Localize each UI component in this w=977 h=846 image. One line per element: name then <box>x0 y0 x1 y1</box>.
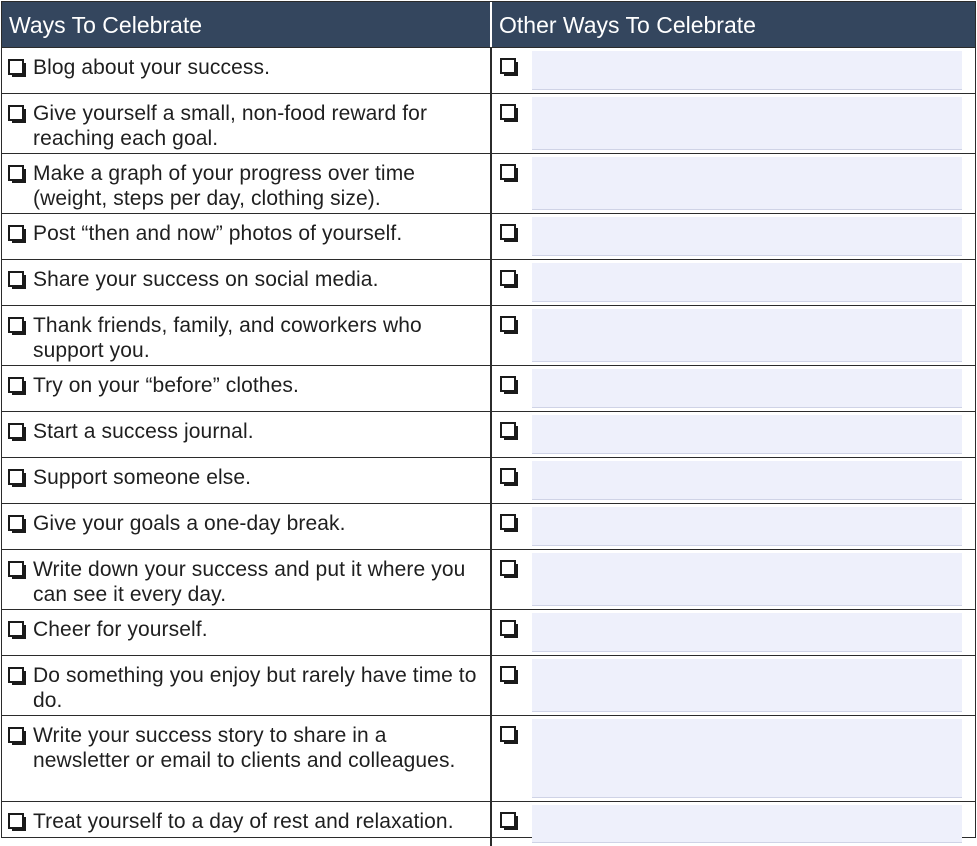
table-row <box>2 610 975 656</box>
other-ways-cell <box>492 610 975 655</box>
other-ways-cell <box>492 48 975 93</box>
checkbox-icon[interactable] <box>500 560 516 576</box>
table-row <box>2 306 975 366</box>
write-in-field[interactable] <box>532 507 962 546</box>
checkbox-icon[interactable] <box>8 59 24 75</box>
ways-cell <box>2 610 492 655</box>
checkbox-icon[interactable] <box>8 469 24 485</box>
checkbox-icon[interactable] <box>500 468 516 484</box>
checkbox-icon[interactable] <box>8 813 24 829</box>
table-row <box>2 154 975 214</box>
celebration-item-label: Make a graph of your progress over time (weight, steps per day, clothing size). <box>33 162 416 210</box>
header-ways-to-celebrate: Ways To Celebrate <box>2 2 492 47</box>
other-ways-cell <box>492 306 975 365</box>
checkbox-icon[interactable] <box>500 58 516 74</box>
checkbox-icon[interactable] <box>500 620 516 636</box>
checkbox-icon[interactable] <box>500 726 516 742</box>
write-in-field[interactable] <box>532 217 962 256</box>
checkbox-icon[interactable] <box>500 812 516 828</box>
other-ways-cell <box>492 94 975 153</box>
write-in-field[interactable] <box>532 263 962 302</box>
table-row <box>2 260 975 306</box>
celebration-item-label: Start a success journal. <box>33 420 254 443</box>
write-in-field[interactable] <box>532 51 962 90</box>
checkbox-icon[interactable] <box>500 270 516 286</box>
ways-cell <box>2 94 492 153</box>
other-ways-cell <box>492 154 975 213</box>
celebration-item-label: Cheer for yourself. <box>33 618 208 641</box>
table-row <box>2 366 975 412</box>
checkbox-icon[interactable] <box>500 316 516 332</box>
checkbox-icon[interactable] <box>8 377 24 393</box>
other-ways-cell <box>492 802 975 846</box>
other-ways-cell <box>492 366 975 411</box>
write-in-field[interactable] <box>532 553 962 606</box>
celebration-item-label: Give your goals a one-day break. <box>33 512 346 535</box>
ways-cell <box>2 48 492 93</box>
write-in-field[interactable] <box>532 719 962 798</box>
ways-cell <box>2 366 492 411</box>
table-row <box>2 48 975 94</box>
ways-cell <box>2 656 492 715</box>
other-ways-cell <box>492 716 975 801</box>
checkbox-icon[interactable] <box>500 104 516 120</box>
checkbox-icon[interactable] <box>8 105 24 121</box>
other-ways-cell <box>492 550 975 609</box>
table-row <box>2 214 975 260</box>
checkbox-icon[interactable] <box>8 667 24 683</box>
other-ways-cell <box>492 504 975 549</box>
checkbox-icon[interactable] <box>8 727 24 743</box>
checkbox-icon[interactable] <box>8 225 24 241</box>
header-other-ways-to-celebrate: Other Ways To Celebrate <box>499 12 756 38</box>
write-in-field[interactable] <box>532 415 962 454</box>
checkbox-icon[interactable] <box>500 164 516 180</box>
ways-cell <box>2 716 492 801</box>
ways-cell <box>2 154 492 213</box>
checkbox-icon[interactable] <box>500 422 516 438</box>
ways-cell <box>2 458 492 503</box>
celebration-item-label: Treat yourself to a day of rest and relaxation. <box>33 810 454 833</box>
write-in-field[interactable] <box>532 157 962 210</box>
other-ways-cell <box>492 458 975 503</box>
ways-cell <box>2 802 492 846</box>
ways-cell <box>2 504 492 549</box>
other-ways-cell <box>492 214 975 259</box>
checkbox-icon[interactable] <box>500 666 516 682</box>
other-ways-cell <box>492 656 975 715</box>
ways-cell <box>2 550 492 609</box>
celebration-item-label: Post “then and now” photos of yourself. <box>33 222 403 245</box>
table-row <box>2 656 975 716</box>
write-in-field[interactable] <box>532 97 962 150</box>
ways-cell <box>2 306 492 365</box>
celebration-item-label: Try on your “before” clothes. <box>33 374 299 397</box>
celebration-item-label: Give yourself a small, non-food reward for reaching each goal. <box>33 102 428 150</box>
table-row <box>2 716 975 802</box>
write-in-field[interactable] <box>532 369 962 408</box>
table-row <box>2 550 975 610</box>
checkbox-icon[interactable] <box>8 561 24 577</box>
table-header <box>2 2 975 48</box>
checkbox-icon[interactable] <box>8 423 24 439</box>
write-in-field[interactable] <box>532 461 962 500</box>
table-row <box>2 94 975 154</box>
table-row <box>2 458 975 504</box>
checkbox-icon[interactable] <box>500 376 516 392</box>
table-row <box>2 412 975 458</box>
celebration-item-label: Write down your success and put it where you can see it every day. <box>33 558 466 606</box>
table-body <box>2 48 975 846</box>
celebration-checklist-table <box>1 1 976 838</box>
other-ways-cell <box>492 412 975 457</box>
write-in-field[interactable] <box>532 805 962 843</box>
celebration-item-label: Write your success story to share in a newsletter or email to clients and colleagues. <box>33 724 456 772</box>
checkbox-icon[interactable] <box>8 165 24 181</box>
ways-cell <box>2 260 492 305</box>
other-ways-cell <box>492 260 975 305</box>
celebration-item-label: Blog about your success. <box>33 56 271 79</box>
checkbox-icon[interactable] <box>500 514 516 530</box>
table-row <box>2 504 975 550</box>
write-in-field[interactable] <box>532 309 962 362</box>
checkbox-icon[interactable] <box>8 515 24 531</box>
celebration-item-label: Do something you enjoy but rarely have time to do. <box>33 664 477 712</box>
celebration-item-label: Support someone else. <box>33 466 252 489</box>
table-row <box>2 802 975 846</box>
ways-cell <box>2 412 492 457</box>
checkbox-icon[interactable] <box>8 621 24 637</box>
celebration-item-label: Thank friends, family, and coworkers who support you. <box>33 314 422 362</box>
checkbox-icon[interactable] <box>8 271 24 287</box>
write-in-field[interactable] <box>532 659 962 712</box>
write-in-field[interactable] <box>532 613 962 652</box>
ways-cell <box>2 214 492 259</box>
celebration-item-label: Share your success on social media. <box>33 268 379 291</box>
checkbox-icon[interactable] <box>8 317 24 333</box>
checkbox-icon[interactable] <box>500 224 516 240</box>
